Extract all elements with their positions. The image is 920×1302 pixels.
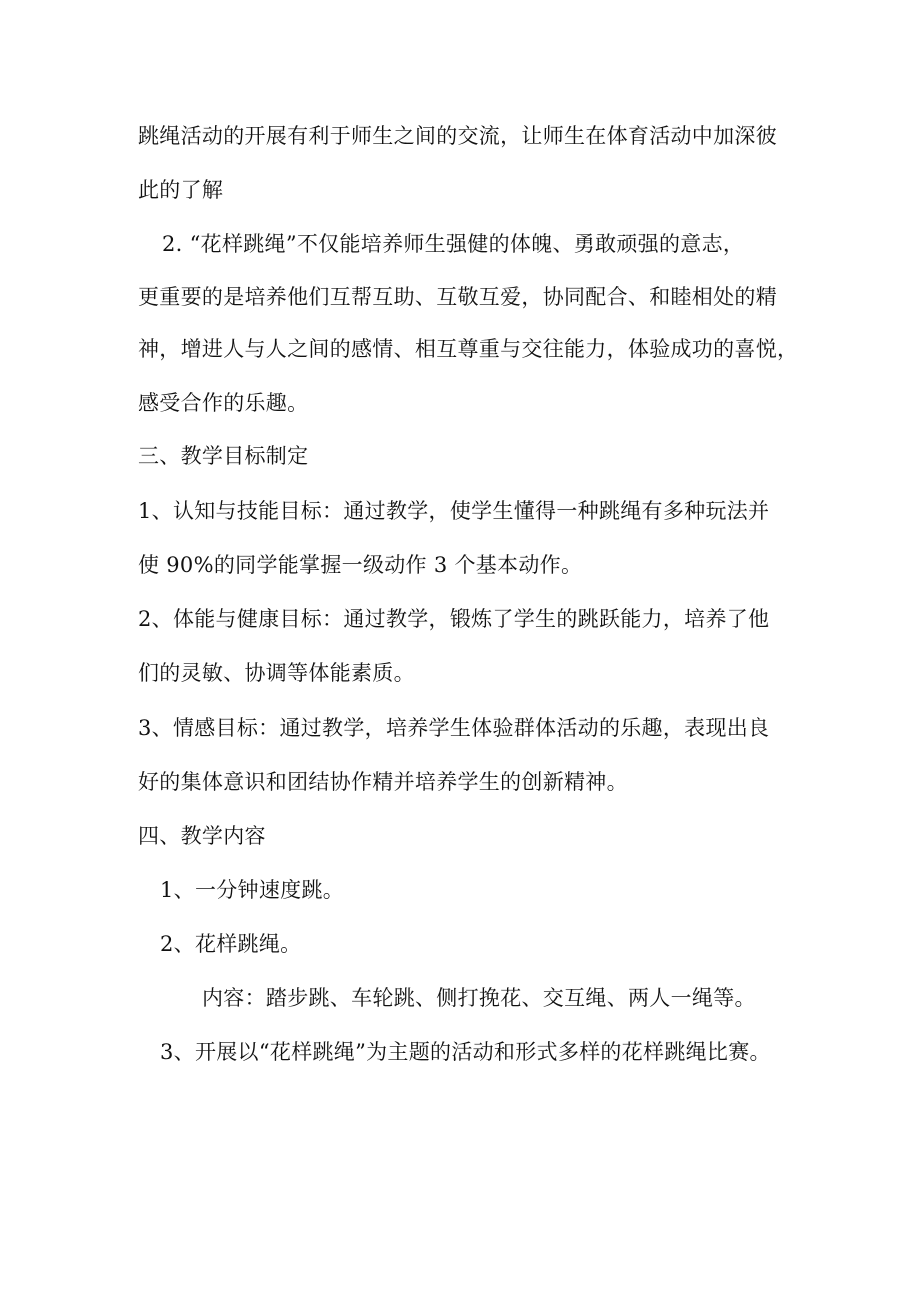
paragraph-line: 们的灵敏、协调等体能素质。 xyxy=(138,661,415,685)
paragraph-line: 2. “花样跳绳”不仅能培养师生强健的体魄、勇敢顽强的意志， xyxy=(162,232,745,256)
paragraph-line: 此的了解 xyxy=(138,178,224,202)
paragraph-line: 1、认知与技能目标：通过教学，使学生懂得一种跳绳有多种玩法并 xyxy=(138,499,770,523)
list-item: 3、开展以“花样跳绳”为主题的活动和形式多样的花样跳绳比赛。 xyxy=(160,1040,771,1064)
list-item: 1、一分钟速度跳。 xyxy=(160,878,345,902)
paragraph-line: 感受合作的乐趣。 xyxy=(138,391,309,415)
section-heading: 三、教学目标制定 xyxy=(138,444,309,468)
paragraph-line: 使 90%的同学能掌握一级动作 3 个基本动作。 xyxy=(138,553,583,577)
paragraph-line: 神，增进人与人之间的感情、相互尊重与交往能力，体验成功的喜悦， xyxy=(138,337,799,361)
paragraph-line: 更重要的是培养他们互帮互助、互敬互爱，协同配合、和睦相处的精 xyxy=(138,285,777,309)
section-heading: 四、教学内容 xyxy=(138,824,266,848)
paragraph-line: 3、情感目标：通过教学，培养学生体验群体活动的乐趣，表现出良 xyxy=(138,716,770,740)
paragraph-line: 好的集体意识和团结协作精并培养学生的创新精神。 xyxy=(138,770,628,794)
list-item: 2、花样跳绳。 xyxy=(160,932,302,956)
paragraph-line: 跳绳活动的开展有利于师生之间的交流，让师生在体育活动中加深彼 xyxy=(138,124,777,148)
list-item-detail: 内容：踏步跳、车轮跳、侧打挽花、交互绳、两人一绳等。 xyxy=(202,986,756,1010)
paragraph-line: 2、体能与健康目标：通过教学，锻炼了学生的跳跃能力，培养了他 xyxy=(138,607,770,631)
